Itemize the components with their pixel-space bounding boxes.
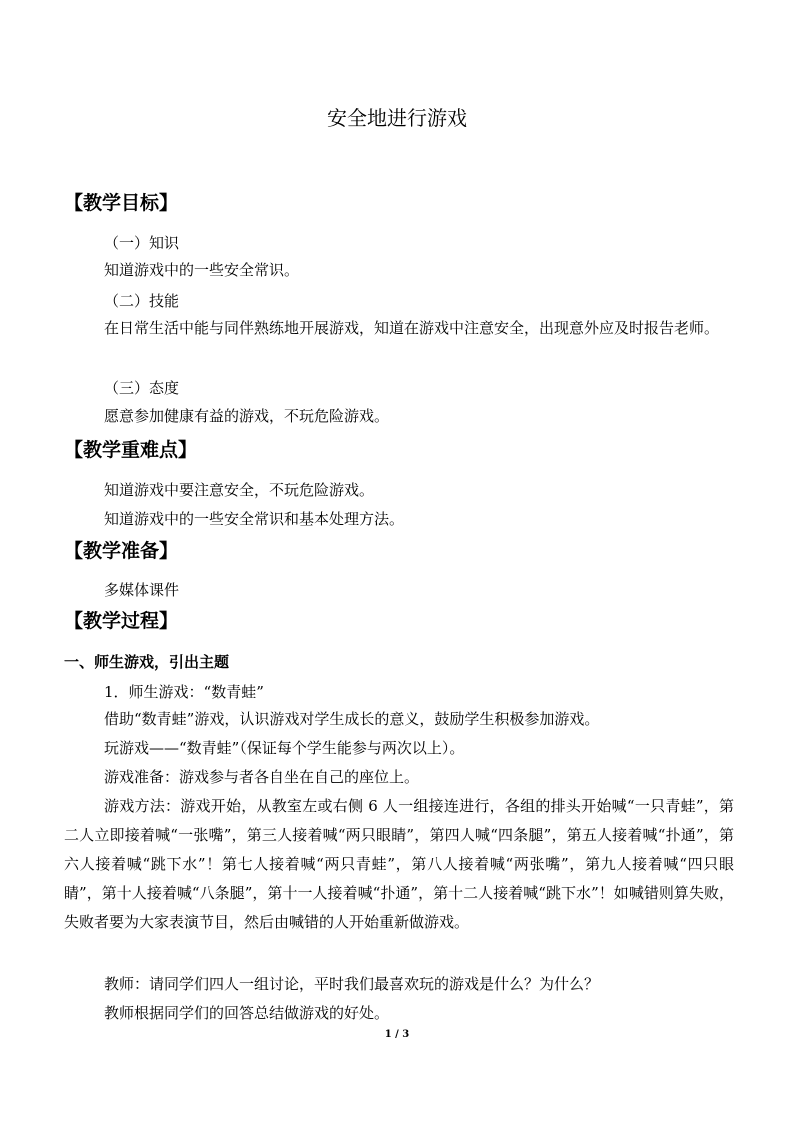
process-paragraph-2: 玩游戏——“数青蛙”（保证每个学生能参与两次以上）。 [104,739,465,757]
goal-knowledge-label: （一）知识 [104,234,180,252]
page-number: 1 / 3 [384,1029,410,1040]
goal-attitude-label: （三）态度 [104,379,180,397]
goal-knowledge-text: 知道游戏中的一些安全常识。 [104,261,300,279]
goal-attitude-text: 愿意参加健康有益的游戏，不玩危险游戏。 [104,407,390,425]
preparation-item: 多媒体课件 [104,581,180,599]
goal-skill-text: 在日常生活中能与同伴熟练地开展游戏，知道在游戏中注意安全，出现意外应及时报告老师。 [104,319,720,337]
process-paragraph-5: 教师：请同学们四人一组讨论，平时我们最喜欢玩的游戏是什么？为什么？ [104,975,600,993]
document-title: 安全地进行游戏 [327,106,467,130]
heading-key-points: 【教学重难点】 [64,439,198,461]
heading-preparation: 【教学准备】 [64,540,179,562]
key-point-2: 知道游戏中的一些安全常识和基本处理方法。 [104,510,405,528]
process-paragraph-3: 游戏准备：游戏参与者各自坐在自己的座位上。 [104,768,420,786]
heading-teaching-process: 【教学过程】 [64,610,179,632]
process-paragraph-game-method: 游戏方法：游戏开始，从教室左或右侧 6 人一组接连进行，各组的排头开始喊“一只青蛙”，第二人立即接着喊“一张嘴”，第三人接着喊“两只眼睛”，第四人喊“四条腿”，第五人接着喊“扑通”，第六人接着喊“跳下水”！第七人接着喊“两只青蛙”，第八人接着喊“两张嘴”，第九人接着喊“四只眼睛”，第十人接着喊“八条腿”，第十一人接着喊“扑通”，第十二人接着喊“跳下水”！如喊错则算失败，失败者要为大家表演节目，然后由喊错的人开始重新做游戏。 [64,797,734,931]
process-paragraph-6: 教师根据同学们的回答总结做游戏的好处。 [104,1004,390,1022]
heading-teaching-goals: 【教学目标】 [64,192,179,214]
process-part1-heading: 一、师生游戏，引出主题 [64,653,230,671]
goal-skill-label: （二）技能 [104,292,180,310]
process-paragraph-1: 借助“数青蛙”游戏，认识游戏对学生成长的意义，鼓励学生积极参加游戏。 [104,710,600,728]
process-step1: 1．师生游戏：“数青蛙” [104,683,264,701]
key-point-1: 知道游戏中要注意安全，不玩危险游戏。 [104,481,375,499]
